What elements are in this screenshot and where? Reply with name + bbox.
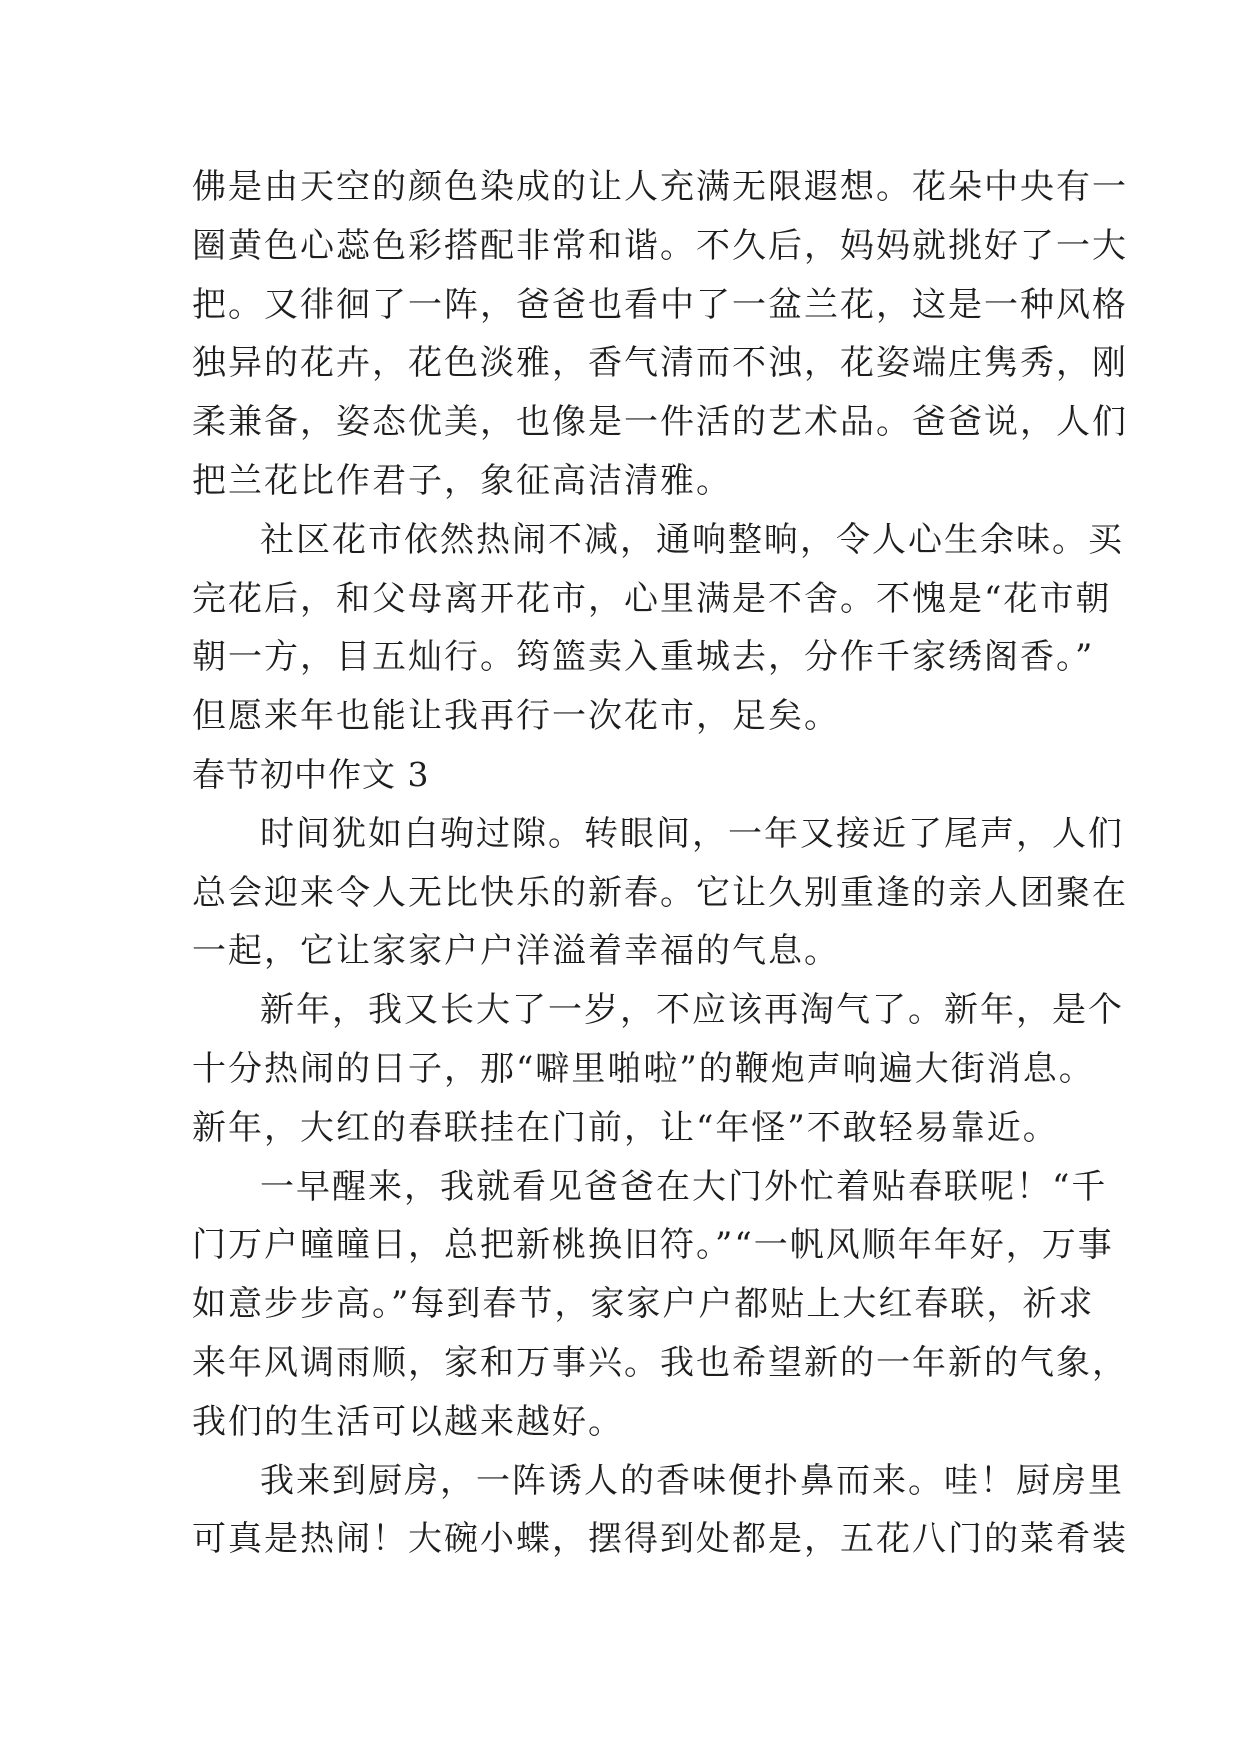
text-line: 但愿来年也能让我再行一次花市，足矣。 bbox=[192, 696, 840, 737]
text-line: 我们的生活可以越来越好。 bbox=[192, 1401, 624, 1442]
text-line: 新年，我又长大了一岁，不应该再淘气了。新年，是个 bbox=[260, 990, 1124, 1031]
text-line: 独异的花卉，花色淡雅，香气清而不浊，花姿端庄隽秀，刚 bbox=[192, 343, 1128, 384]
text-line: 朝一方，目五灿行。筠篮卖入重城去，分作千家绣阁香。” bbox=[192, 637, 1095, 678]
text-line: 柔兼备，姿态优美，也像是一件活的艺术品。爸爸说，人们 bbox=[192, 402, 1128, 443]
paragraph bbox=[192, 511, 1124, 746]
text-line: 如意步步高。”每到春节，家家户户都贴上大红春联，祈求 bbox=[192, 1284, 1095, 1325]
section-heading: 春节初中作文 3 bbox=[192, 754, 430, 794]
text-line: 一早醒来，我就看见爸爸在大门外忙着贴春联呢！“千 bbox=[260, 1166, 1108, 1207]
paragraph bbox=[192, 981, 1124, 1157]
text-line: 十分热闹的日子，那“噼里啪啦”的鞭炮声响遍大街消息。 bbox=[192, 1048, 1095, 1089]
paragraph bbox=[192, 805, 1128, 981]
text-line: 来年风调雨顺，家和万事兴。我也希望新的一年新的气象， bbox=[192, 1342, 1128, 1383]
text-line: 门万户曈曈日，总把新桃换旧符。”“一帆风顺年年好，万事 bbox=[192, 1225, 1114, 1266]
paragraph bbox=[192, 1158, 1128, 1452]
document-body bbox=[192, 158, 1128, 1569]
paragraph bbox=[192, 158, 1128, 511]
text-line: 我来到厨房，一阵诱人的香味便扑鼻而来。哇！厨房里 bbox=[260, 1460, 1124, 1501]
text-line: 把兰花比作君子，象征高洁清雅。 bbox=[192, 460, 732, 501]
text-line: 新年，大红的春联挂在门前，让“年怪”不敢轻易靠近。 bbox=[192, 1107, 1059, 1148]
text-line: 把。又徘徊了一阵，爸爸也看中了一盆兰花，这是一种风格 bbox=[192, 284, 1128, 325]
text-line: 佛是由天空的颜色染成的让人充满无限遐想。花朵中央有一 bbox=[192, 167, 1128, 207]
paragraph bbox=[192, 1452, 1128, 1570]
text-line: 一起，它让家家户户洋溢着幸福的气息。 bbox=[192, 931, 840, 972]
text-line: 完花后，和父母离开花市，心里满是不舍。不愧是“花市朝 bbox=[192, 578, 1112, 619]
text-line: 总会迎来令人无比快乐的新春。它让久别重逢的亲人团聚在 bbox=[192, 872, 1128, 913]
text-line: 圈黄色心蕊色彩搭配非常和谐。不久后，妈妈就挑好了一大 bbox=[192, 225, 1128, 266]
text-line: 可真是热闹！大碗小蝶，摆得到处都是，五花八门的菜肴装 bbox=[192, 1519, 1128, 1560]
text-line: 社区花市依然热闹不减，通响整晌，令人心生余味。买 bbox=[260, 519, 1124, 560]
text-line: 时间犹如白驹过隙。转眼间，一年又接近了尾声，人们 bbox=[260, 813, 1124, 854]
